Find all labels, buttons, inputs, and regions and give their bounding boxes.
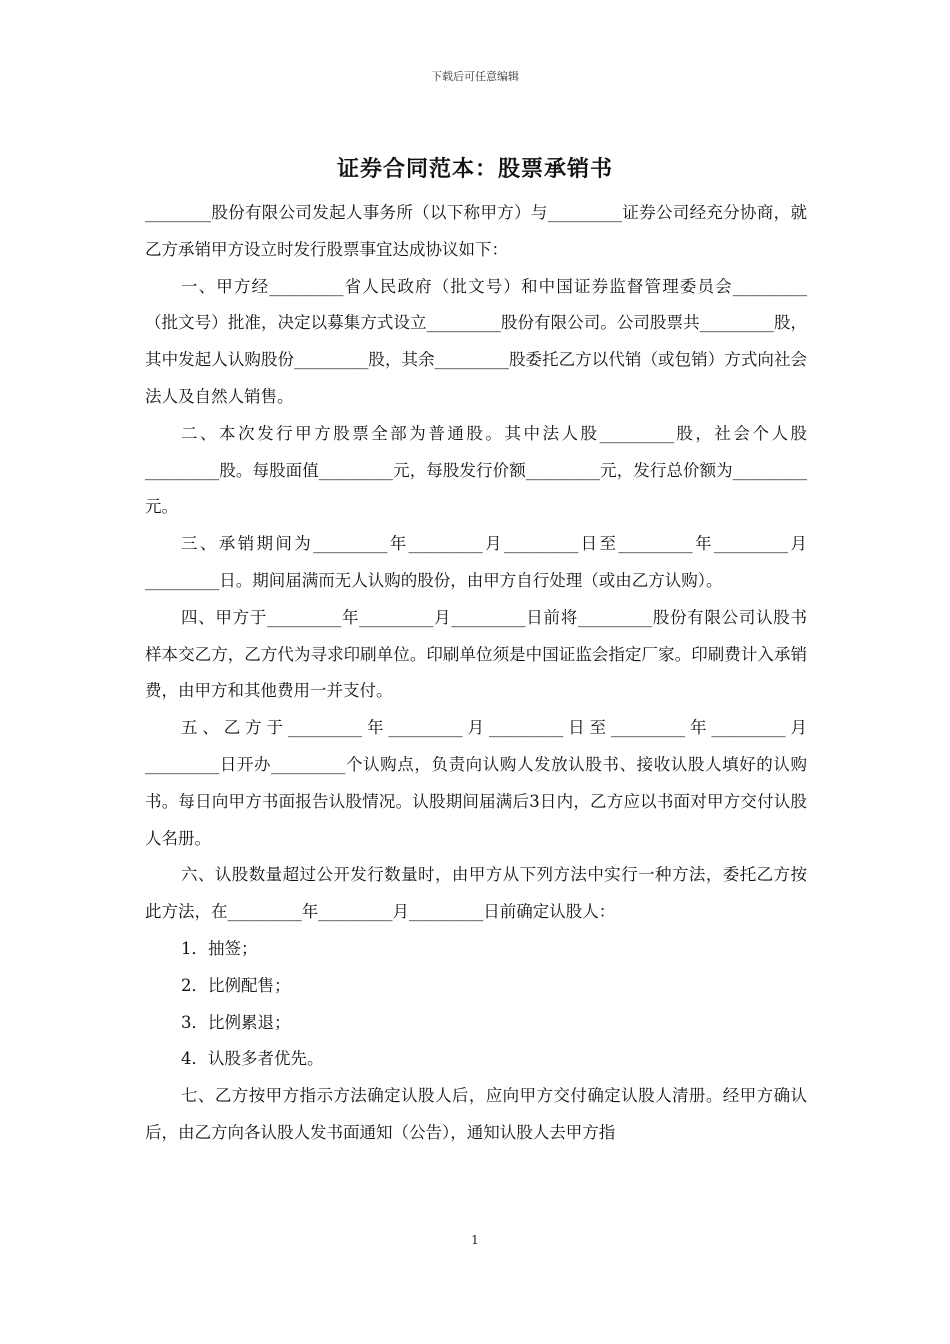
page-number: 1 [471, 1233, 479, 1247]
intro-paragraph: ________股份有限公司发起人事务所（以下称甲方）与_________证券公司经充分协商，就乙方承销甲方设立时发行股票事宜达成协议如下： [145, 203, 807, 259]
clause-3-paragraph: 三、承销期间为_________年_________月_________日至_________年_________月_________日。期间届满而无人认购的股份，由甲方自行处理（或由乙方认购）。 [145, 534, 807, 590]
list-item-largest-first: 4．认股多者优先。 [181, 1049, 324, 1069]
list-item-proportional-regression: 3．比例累退； [181, 1012, 291, 1032]
clause-7-paragraph: 七、乙方按甲方指示方法确定认股人后，应向甲方交付确定认股人清册。经甲方确认后，由乙方向各认股人发书面通知（公告），通知认股人去甲方指 [145, 1086, 807, 1142]
list-item-proportional-allocation: 2．比例配售； [181, 975, 291, 995]
document-title: 证券合同范本：股票承销书 [336, 156, 613, 182]
clause-4-paragraph: 四、甲方于_________年_________月_________日前将_________股份有限公司认股书样本交乙方，乙方代为寻求印刷单位。印刷单位须是中国证监会指定厂家。印刷费计入承销费，由甲方和其他费用一并支付。 [145, 607, 807, 701]
document-body [145, 195, 807, 1152]
header-note: 下载后可任意编辑 [431, 70, 519, 83]
clause-1-paragraph: 一、甲方经_________省人民政府（批文号）和中国证券监督管理委员会_________（批文号）批准，决定以募集方式设立_________股份有限公司。公司股票共_________股，其中发起人认购股份_________股，其余_________股委托乙方以代销（或包销）方式向社会法人及自然人销售。 [145, 276, 807, 406]
clause-5-paragraph: 五、乙方于_________年_________月_________日至_________年_________月_________日开办_________个认购点，负责向认购人发放认股书、接收认股人填好的认购书。每日向甲方书面报告认股情况。认股期间届满后3日内，乙方应以书面对甲方交付认股人名册。 [145, 718, 807, 848]
clause-6-paragraph: 六、认股数量超过公开发行数量时，由甲方从下列方法中实行一种方法，委托乙方按此方法，在_________年_________月_________日前确定认股人： [145, 865, 807, 922]
list-item-lottery: 1．抽签； [181, 938, 258, 958]
clause-2-paragraph: 二、本次发行甲方股票全部为普通股。其中法人股_________股，社会个人股_________股。每股面值_________元，每股发行价额_________元，发行总价额为_________元。 [145, 423, 807, 517]
